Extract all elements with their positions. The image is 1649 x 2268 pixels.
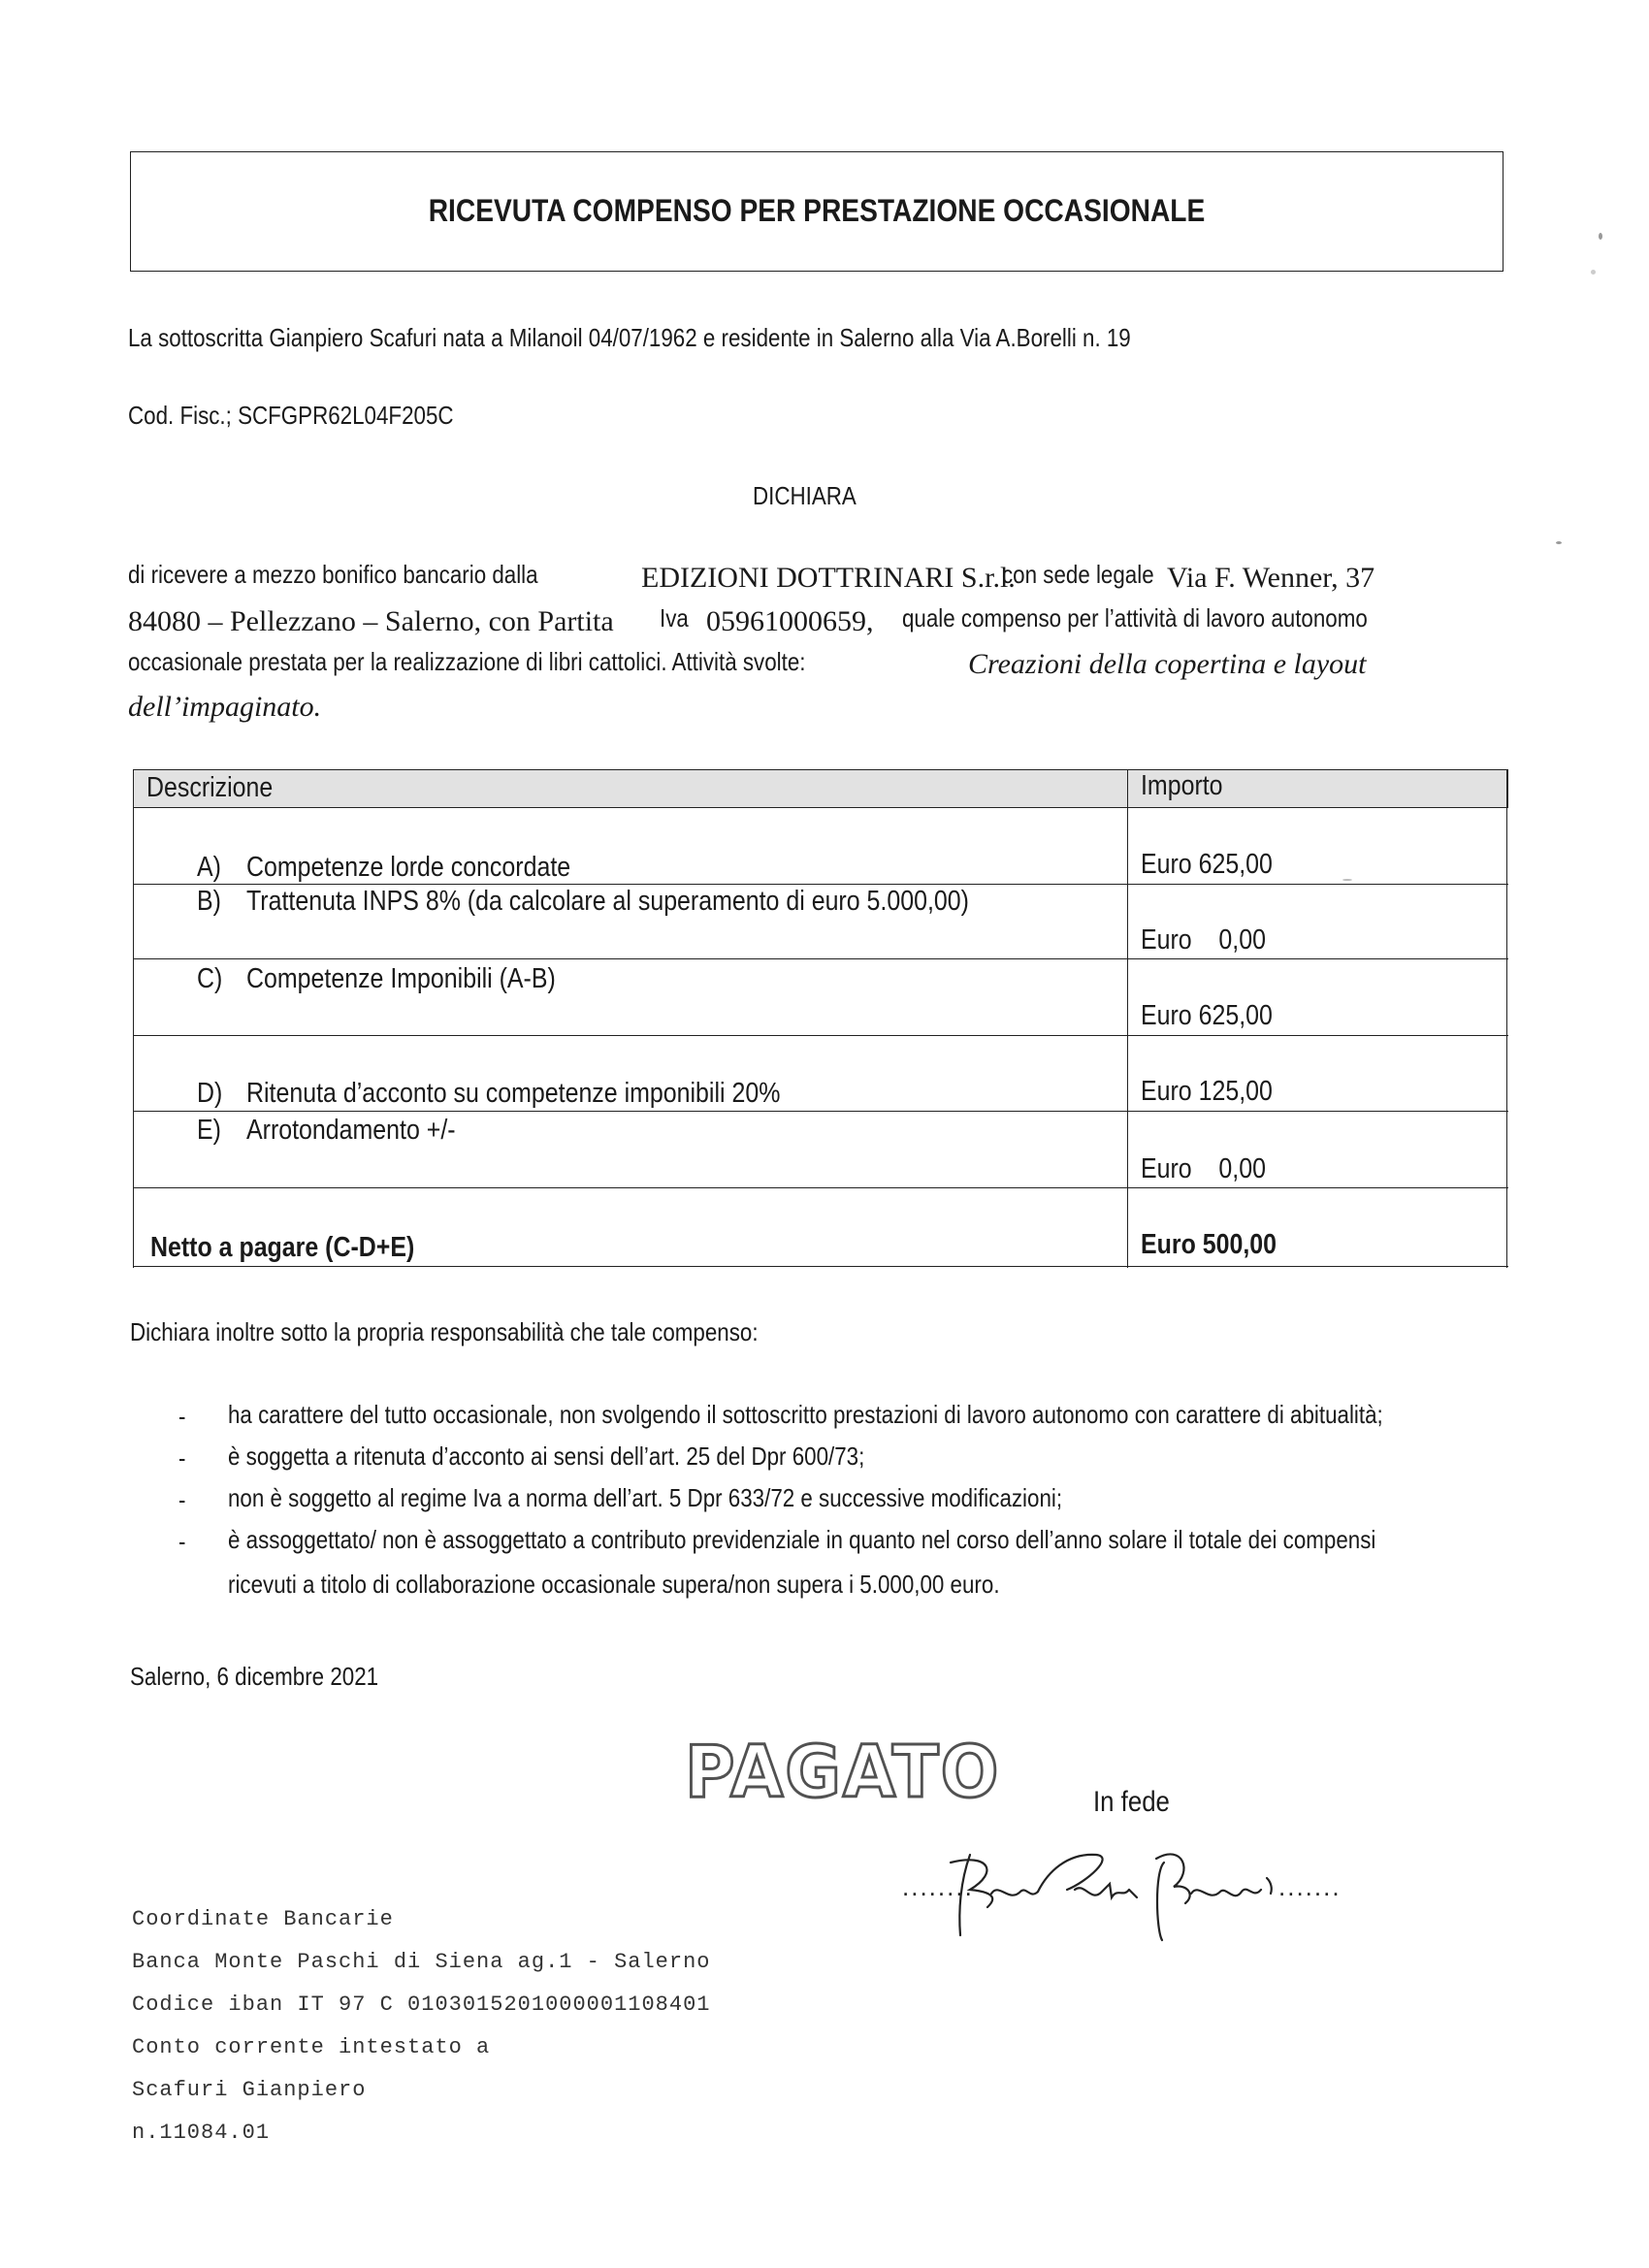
vat-number: 05961000659, xyxy=(706,605,874,637)
table-header xyxy=(133,769,1508,808)
scan-speck xyxy=(1591,270,1596,275)
row-letter: C) xyxy=(197,963,223,994)
declaration-intro: Dichiara inoltre sotto la propria responsabilità che tale compenso: xyxy=(130,1317,759,1346)
bank-account-holder-label: Conto corrente intestato a xyxy=(132,2035,491,2059)
signature-dots-right: ....... xyxy=(1278,1872,1342,1901)
row-description: Arrotondamento +/- xyxy=(246,1115,456,1146)
bullet-item: è soggetta a ritenuta d’acconto ai sensi dell’art. 25 del Dpr 600/73; xyxy=(228,1442,865,1471)
declares-heading: DICHIARA xyxy=(753,481,857,510)
title-box xyxy=(130,151,1504,272)
row-description: Ritenuta d’acconto su competenze imponibili 20% xyxy=(246,1078,781,1109)
bullet-item: non è soggetto al regime Iva a norma dell’art. 5 Dpr 633/72 e successive modificazioni; xyxy=(228,1483,1063,1512)
row-letter: B) xyxy=(197,886,221,917)
bank-name: Banca Monte Paschi di Siena ag.1 - Salerno xyxy=(132,1950,711,1974)
bullet-mark: - xyxy=(178,1443,186,1473)
header-amount: Importo xyxy=(1141,770,1223,801)
activities: Creazioni della copertina e layout xyxy=(968,648,1367,680)
paid-stamp: PAGATO xyxy=(685,1731,1001,1814)
scan-speck xyxy=(1599,233,1602,240)
row-description: Competenze lorde concordate xyxy=(246,852,571,883)
handwritten-signature xyxy=(931,1814,1300,1950)
row-amount: Euro 625,00 xyxy=(1141,849,1273,880)
bank-iban: Codice iban IT 97 C 0103015201000001108401 xyxy=(132,1993,711,2017)
body-line-4: dell’impaginato. xyxy=(128,691,322,723)
compensation-table xyxy=(133,769,1508,1268)
row-letter: D) xyxy=(197,1078,223,1109)
company-address: Via F. Wenner, 37 xyxy=(1167,562,1375,594)
bullet-mark: - xyxy=(178,1485,186,1514)
company-name: EDIZIONI DOTTRINARI S.r.l. xyxy=(641,562,1016,594)
bank-account-number: n.11084.01 xyxy=(132,2121,271,2145)
row-amount: Euro 0,00 xyxy=(1141,924,1266,956)
row-letter: A) xyxy=(197,852,221,883)
row-amount: Euro 125,00 xyxy=(1141,1076,1273,1107)
bullet-item-continued: ricevuti a titolo di collaborazione occasionale supera/non supera i 5.000,00 euro. xyxy=(228,1570,1000,1599)
row-amount: Euro 0,00 xyxy=(1141,1153,1266,1184)
bullet-item: è assoggettato/ non è assoggettato a contributo previdenziale in quanto nel corso dell’anno solare il totale dei compensi xyxy=(228,1525,1376,1554)
bank-account-holder: Scafuri Gianpiero xyxy=(132,2078,367,2102)
row-description: Trattenuta INPS 8% (da calcolare al superamento di euro 5.000,00) xyxy=(246,886,969,917)
header-description: Descrizione xyxy=(146,772,274,803)
body-line-1c: con sede legale xyxy=(1002,560,1154,589)
body-line-2a: 84080 – Pellezzano – Salerno, con Partita xyxy=(128,605,614,637)
scan-speck xyxy=(1556,541,1562,544)
bullet-mark: - xyxy=(178,1402,186,1431)
tax-code: Cod. Fisc.; SCFGPR62L04F205C xyxy=(128,401,454,430)
total-label: Netto a pagare (C-D+E) xyxy=(150,1232,415,1263)
row-letter: E) xyxy=(197,1115,221,1146)
place-date: Salerno, 6 dicembre 2021 xyxy=(130,1662,379,1691)
signature-dots-left: ........ xyxy=(902,1872,974,1901)
bullet-mark: - xyxy=(178,1527,186,1556)
bank-heading: Coordinate Bancarie xyxy=(132,1907,394,1931)
row-description: Competenze Imponibili (A-B) xyxy=(246,963,556,994)
document-title: RICEVUTA COMPENSO PER PRESTAZIONE OCCASIONALE xyxy=(428,193,1206,228)
scan-speck xyxy=(1342,879,1352,881)
body-line-1 xyxy=(128,560,632,590)
body-line-2d: quale compenso per l’attività di lavoro autonomo xyxy=(902,603,1368,632)
body-line-3a: occasionale prestata per la realizzazione di libri cattolici. Attività svolte: xyxy=(128,647,806,676)
bullet-item: ha carattere del tutto occasionale, non svolgendo il sottoscritto prestazioni di lavoro autonomo con carattere di abitualità; xyxy=(228,1400,1383,1429)
row-amount: Euro 625,00 xyxy=(1141,1000,1273,1031)
body-line-1a: di ricevere a mezzo bonifico bancario dalla xyxy=(128,560,538,589)
total-amount: Euro 500,00 xyxy=(1141,1229,1277,1260)
intro-text: La sottoscritta Gianpiero Scafuri nata a Milanoil 04/07/1962 e residente in Salerno alla Via A.Borelli n. 19 xyxy=(128,323,1131,352)
in-fede: In fede xyxy=(1093,1786,1170,1818)
body-line-2b: Iva xyxy=(660,603,689,632)
